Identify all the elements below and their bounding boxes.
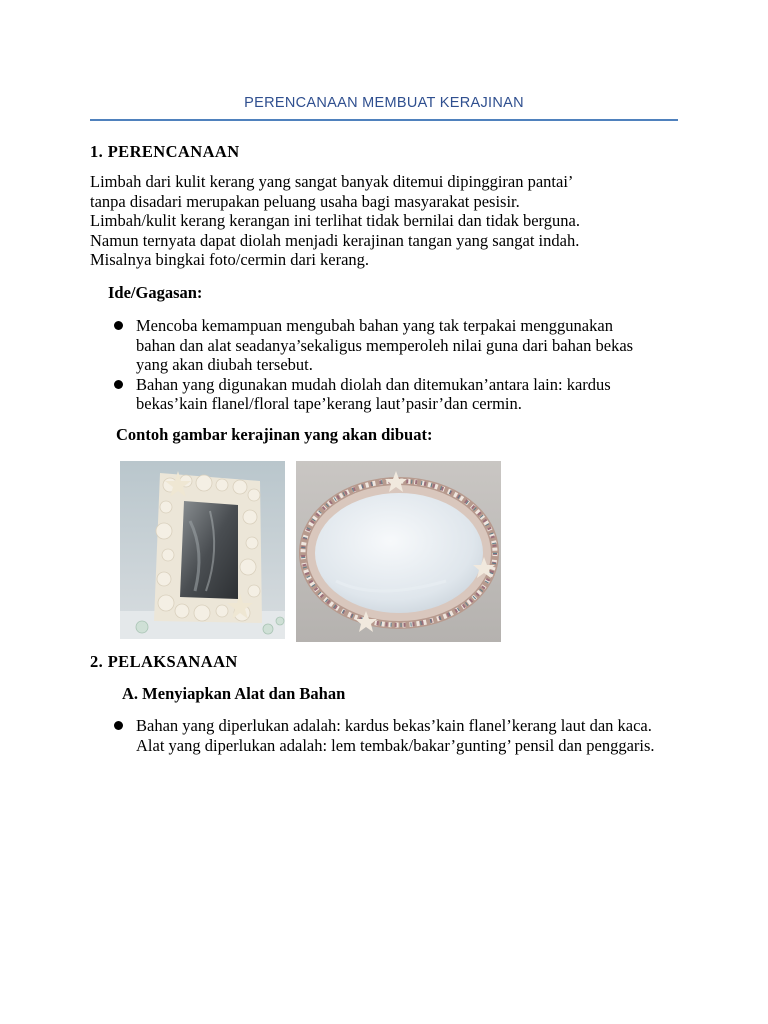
paragraph-line: Misalnya bingkai foto/cermin dari kerang. bbox=[90, 250, 370, 269]
shell-frame-photo bbox=[120, 461, 285, 639]
idea-heading: Ide/Gagasan: bbox=[108, 283, 203, 302]
shell-frame-illustration bbox=[120, 461, 285, 639]
section2-subheading: A. Menyiapkan Alat dan Bahan bbox=[122, 684, 346, 703]
list-item bbox=[112, 375, 652, 414]
bullet-dot-icon bbox=[114, 380, 123, 389]
section1-paragraph bbox=[90, 172, 680, 270]
bullet-text: Bahan yang diperlukan adalah: kardus bekas’kain flanel’kerang laut dan kaca. Alat yang diperlukan adalah: lem tembak/bakar’gunting’ pensil dan penggaris. bbox=[136, 716, 655, 755]
list-item bbox=[112, 716, 672, 755]
title-underline bbox=[90, 119, 678, 121]
bullet-dot-icon bbox=[114, 721, 123, 730]
paragraph-line: Namun ternyata dapat diolah menjadi kerajinan tangan yang sangat indah. bbox=[90, 230, 580, 250]
paragraph-line: tanpa disadari merupakan peluang usaha bagi masyarakat pesisir. bbox=[90, 191, 520, 211]
document-title: PERENCANAAN MEMBUAT KERAJINAN bbox=[244, 95, 524, 111]
bullet-dot-icon bbox=[114, 321, 123, 330]
paragraph-line: Limbah dari kulit kerang yang sangat banyak ditemui dipinggiran pantai’ bbox=[90, 172, 574, 191]
paragraph-line: Limbah/kulit kerang kerangan ini terlihat tidak bernilai dan tidak berguna. bbox=[90, 211, 580, 230]
shell-mirror-illustration bbox=[296, 461, 501, 642]
section2-heading: 2. PELAKSANAAN bbox=[90, 652, 238, 671]
example-heading: Contoh gambar kerajinan yang akan dibuat: bbox=[116, 425, 433, 444]
shell-mirror-photo bbox=[296, 461, 501, 642]
bullet-text: Mencoba kemampuan mengubah bahan yang tak terpakai menggunakan bahan dan alat seadanya’sekaligus memperoleh nilai guna dari bahan bekas yang akan diubah tersebut. bbox=[136, 316, 634, 374]
bullet-text: Bahan yang digunakan mudah diolah dan ditemukan’antara lain: kardus bekas’kain flanel/floral tape’kerang laut’pasir’dan cermin. bbox=[136, 374, 611, 413]
list-item bbox=[112, 316, 652, 375]
section1-heading: 1. PERENCANAAN bbox=[90, 142, 240, 161]
idea-bullet-list bbox=[112, 316, 652, 414]
materials-bullet-list bbox=[112, 716, 672, 755]
